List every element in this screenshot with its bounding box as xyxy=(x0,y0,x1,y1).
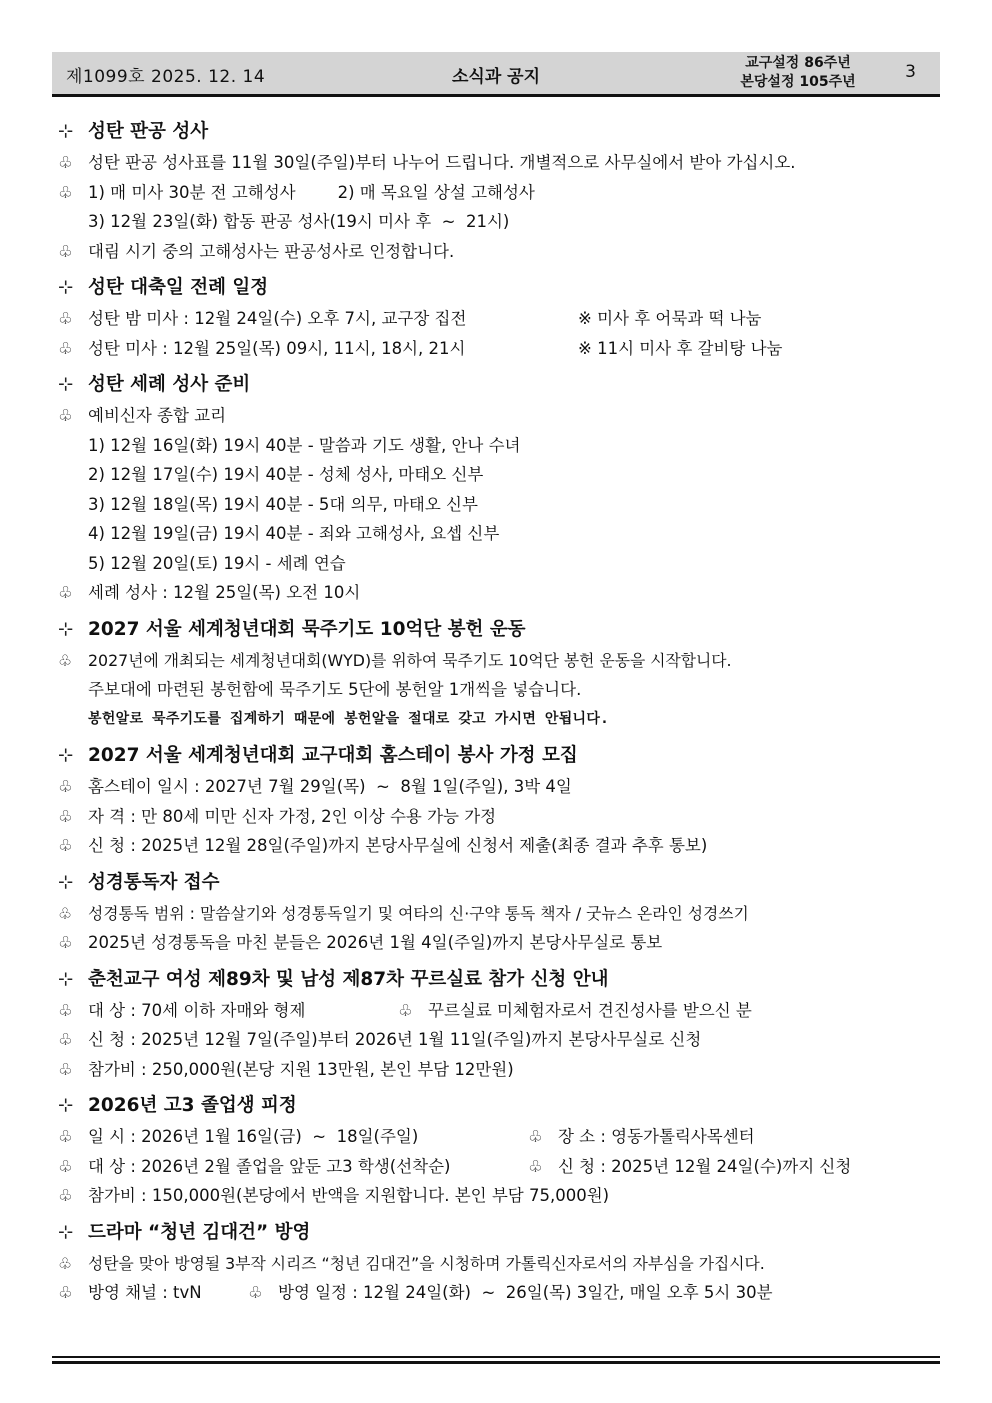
notice-line: 5) 12월 20일(토) 19시 - 세례 연습 xyxy=(88,553,346,573)
cross-mark-icon: ⊹ xyxy=(58,121,74,142)
notice-line: 참가비 : 250,000원(본당 지원 13만원, 본인 부담 12만원) xyxy=(88,1059,514,1079)
notice-line: 성탄을 맞아 방영될 3부작 시리즈 “청년 김대건”을 시청하며 가톨릭신자로서의 자부심을 가집시다. xyxy=(88,1253,765,1273)
notice-line: 예비신자 종합 교리 xyxy=(88,406,227,425)
section-wyd-rosary xyxy=(58,614,938,735)
clover-bullet-icon: ♧ xyxy=(58,1156,73,1176)
notice-line: 4) 12월 19일(금) 19시 40분 - 죄와 고해성사, 요셉 신부 xyxy=(88,524,500,543)
notice-line: 방영 채널 : tvN xyxy=(88,1283,202,1302)
cross-mark-icon: ⊹ xyxy=(58,618,74,640)
parish-anniversary: 본당설정 105주년 xyxy=(740,74,856,90)
notice-line: 2025년 성경통독을 마친 분들은 2026년 1월 4일(주일)까지 본당사무실로 통보 xyxy=(88,933,663,952)
notice-line: 대림 시기 중의 고해성사는 판공성사로 인정합니다. xyxy=(88,241,455,261)
notice-line: 성탄 판공 성사표를 11월 30일(주일)부터 나누어 드립니다. 개별적으로 사무실에서 받아 가십시오. xyxy=(88,153,796,172)
clover-bullet-icon: ♧ xyxy=(58,182,73,202)
section-wyd-homestay xyxy=(58,740,938,861)
diocese-anniversary: 교구설정 86주년 xyxy=(745,55,851,71)
section-cursillo xyxy=(58,964,938,1085)
notice-line: 신 청 : 2025년 12월 28일(주일)까지 본당사무실에 신청서 제출(최종 결과 추후 통보) xyxy=(88,836,708,855)
clover-bullet-icon: ♧ xyxy=(58,406,73,425)
notice-line: 대 상 : 70세 이하 자매와 형제 xyxy=(88,1000,306,1020)
cross-mark-icon: ⊹ xyxy=(58,374,74,395)
clover-bullet-icon: ♧ xyxy=(58,1059,73,1079)
section-title: 2027 서울 세계청년대회 교구대회 홈스테이 봉사 가정 모집 xyxy=(88,745,578,766)
notice-line: 홈스테이 일시 : 2027년 7월 29일(목) ~ 8월 1일(주일), 3박 4일 xyxy=(88,777,572,796)
notice-line: 방영 일정 : 12월 24일(화) ~ 26일(목) 3일간, 매일 오후 5시 30분 xyxy=(278,1283,773,1302)
notice-note: ※ 미사 후 어묵과 떡 나눔 xyxy=(578,309,762,328)
clover-bullet-icon: ♧ xyxy=(528,1127,543,1146)
clover-bullet-icon: ♧ xyxy=(58,1283,73,1302)
anniversary-info xyxy=(728,54,868,92)
notice-line: 신 청 : 2025년 12월 24일(수)까지 신청 xyxy=(558,1156,852,1176)
clover-bullet-icon: ♧ xyxy=(58,309,73,328)
section-christmas-liturgy xyxy=(58,272,938,363)
clover-bullet-icon: ♧ xyxy=(528,1156,543,1176)
clover-bullet-icon: ♧ xyxy=(58,153,73,172)
clover-bullet-icon: ♧ xyxy=(58,1253,73,1273)
notice-line: 성탄 미사 : 12월 25일(목) 09시, 11시, 18시, 21시 xyxy=(88,338,466,358)
notice-line: 3) 12월 18일(목) 19시 40분 - 5대 의무, 마태오 신부 xyxy=(88,494,478,514)
notice-line: 자 격 : 만 80세 미만 신자 가정, 2인 이상 수용 가능 가정 xyxy=(88,806,497,826)
clover-bullet-icon: ♧ xyxy=(58,806,73,826)
notice-line: 2) 12월 17일(수) 19시 40분 - 성체 성사, 마태오 신부 xyxy=(88,465,484,484)
page-title: 소식과 공지 xyxy=(452,67,541,87)
cross-mark-icon: ⊹ xyxy=(58,1095,74,1116)
clover-bullet-icon: ♧ xyxy=(58,1127,73,1146)
notice-line: 1) 매 미사 30분 전 고해성사 2) 매 목요일 상설 고해성사 xyxy=(88,182,535,202)
notice-line: 세례 성사 : 12월 25일(목) 오전 10시 xyxy=(88,583,361,602)
page-number: 3 xyxy=(905,62,916,82)
notice-warning: 봉헌알로 묵주기도를 집계하기 때문에 봉헌알을 절대로 갖고 가시면 안됩니다. xyxy=(88,710,609,727)
section-christmas-confession xyxy=(58,116,938,266)
section-title: 춘천교구 여성 제89차 및 남성 제87차 꾸르실료 참가 신청 안내 xyxy=(88,968,609,990)
section-title: 2026년 고3 졸업생 피정 xyxy=(88,1095,297,1116)
notice-line: 일 시 : 2026년 1월 16일(금) ~ 18일(주일) xyxy=(88,1127,419,1146)
section-title: 드라마 “청년 김대건” 방영 xyxy=(88,1221,311,1243)
page-header xyxy=(52,52,940,97)
section-graduate-retreat xyxy=(58,1090,938,1211)
cross-mark-icon: ⊹ xyxy=(58,871,74,893)
clover-bullet-icon: ♧ xyxy=(58,583,73,602)
notice-line: 신 청 : 2025년 12월 7일(주일)부터 2026년 1월 11일(주일)까지 본당사무실로 신청 xyxy=(88,1030,702,1049)
cross-mark-icon: ⊹ xyxy=(58,968,74,990)
clover-bullet-icon: ♧ xyxy=(58,836,73,855)
section-title: 성탄 세례 성사 준비 xyxy=(88,374,251,395)
notice-line: 성경통독 범위 : 말씀살기와 성경통독일기 및 여타의 신·구약 통독 책자 / 굿뉴스 온라인 성경쓰기 xyxy=(88,903,749,923)
notice-line: 성탄 밤 미사 : 12월 24일(수) 오후 7시, 교구장 집전 xyxy=(88,309,467,328)
clover-bullet-icon: ♧ xyxy=(398,1000,413,1020)
notices-body xyxy=(58,116,938,1314)
clover-bullet-icon: ♧ xyxy=(58,903,73,923)
notice-line: 주보대에 마련된 봉헌함에 묵주기도 5단에 봉헌알 1개씩을 넣습니다. xyxy=(88,680,582,699)
section-title: 2027 서울 세계청년대회 묵주기도 10억단 봉헌 운동 xyxy=(88,618,526,640)
notice-line: 대 상 : 2026년 2월 졸업을 앞둔 고3 학생(선착순) xyxy=(88,1156,451,1176)
clover-bullet-icon: ♧ xyxy=(58,777,73,796)
clover-bullet-icon: ♧ xyxy=(58,338,73,358)
cross-mark-icon: ⊹ xyxy=(58,745,74,766)
notice-line: 참가비 : 150,000원(본당에서 반액을 지원합니다. 본인 부담 75,000원) xyxy=(88,1186,610,1205)
section-title: 성탄 판공 성사 xyxy=(88,121,209,142)
cross-mark-icon: ⊹ xyxy=(58,277,74,298)
section-drama-broadcast xyxy=(58,1217,938,1308)
clover-bullet-icon: ♧ xyxy=(248,1283,263,1302)
footer-rule xyxy=(52,1356,940,1358)
clover-bullet-icon: ♧ xyxy=(58,1186,73,1205)
issue-number: 제1099호 2025. 12. 14 xyxy=(66,67,266,87)
section-title: 성탄 대축일 전례 일정 xyxy=(88,277,269,298)
footer-rule-thick xyxy=(52,1361,940,1364)
clover-bullet-icon: ♧ xyxy=(58,1030,73,1049)
clover-bullet-icon: ♧ xyxy=(58,1000,73,1020)
notice-line: 3) 12월 23일(화) 합동 판공 성사(19시 미사 후 ~ 21시) xyxy=(88,212,510,231)
section-baptism-prep xyxy=(58,369,938,608)
notice-note: ※ 11시 미사 후 갈비탕 나눔 xyxy=(578,338,783,358)
notice-line: 장 소 : 영동가톨릭사목센터 xyxy=(558,1127,755,1146)
cross-mark-icon: ⊹ xyxy=(58,1221,74,1243)
clover-bullet-icon: ♧ xyxy=(58,933,73,952)
notice-line: 2027년에 개최되는 세계청년대회(WYD)를 위하여 묵주기도 10억단 봉헌 운동을 시작합니다. xyxy=(88,650,732,670)
notice-line: 1) 12월 16일(화) 19시 40분 - 말씀과 기도 생활, 안나 수녀 xyxy=(88,435,521,455)
section-title: 성경통독자 접수 xyxy=(88,871,220,893)
clover-bullet-icon: ♧ xyxy=(58,241,73,261)
notice-line: 꾸르실료 미체험자로서 견진성사를 받으신 분 xyxy=(428,1000,752,1020)
clover-bullet-icon: ♧ xyxy=(58,650,73,670)
section-bible-reading xyxy=(58,867,938,958)
